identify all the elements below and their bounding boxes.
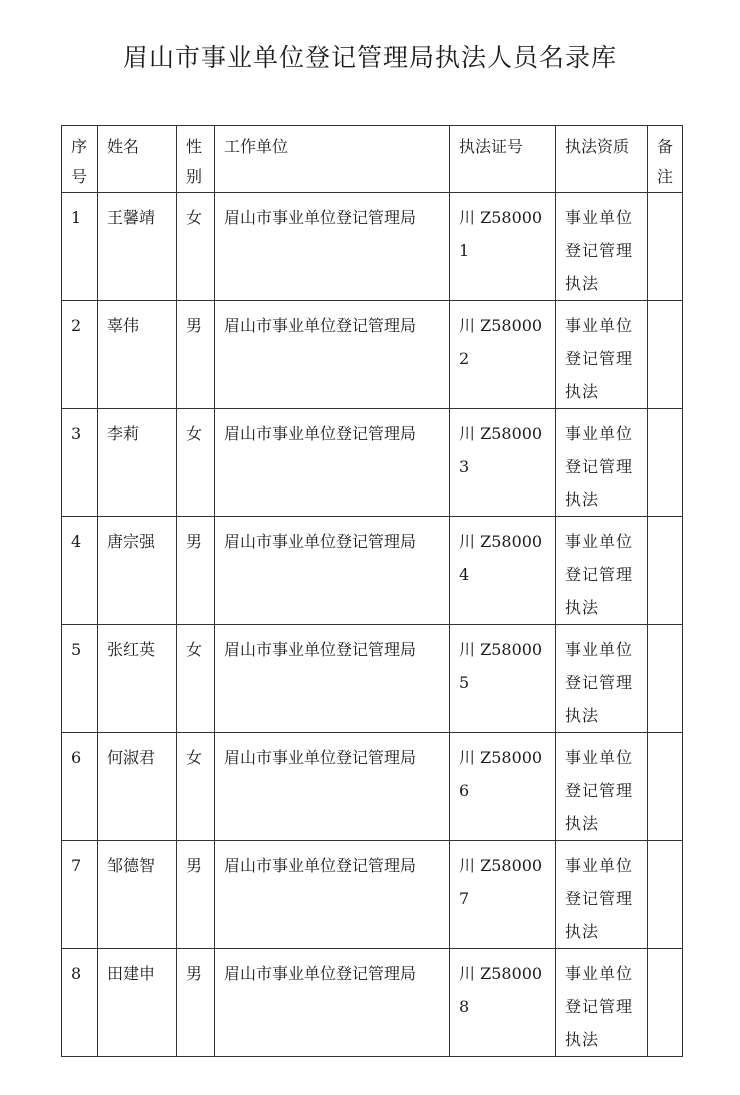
cell-unit: 眉山市事业单位登记管理局 (215, 841, 450, 949)
cell-name: 唐宗强 (98, 517, 177, 625)
cell-cert: 川 Z580001 (450, 193, 556, 301)
cell-qual: 事业单位登记管理执法 (556, 625, 648, 733)
cell-seq: 4 (62, 517, 98, 625)
header-unit: 工作单位 (215, 126, 450, 193)
cell-name: 田建申 (98, 949, 177, 1057)
cell-cert: 川 Z580008 (450, 949, 556, 1057)
cell-name: 邹德智 (98, 841, 177, 949)
header-gender: 性别 (177, 126, 215, 193)
cell-seq: 3 (62, 409, 98, 517)
cell-seq: 8 (62, 949, 98, 1057)
cell-seq: 7 (62, 841, 98, 949)
table-header-row (62, 126, 683, 193)
header-note: 备注 (648, 126, 683, 193)
cell-name: 李莉 (98, 409, 177, 517)
header-cert: 执法证号 (450, 126, 556, 193)
cell-note (648, 301, 683, 409)
cell-unit: 眉山市事业单位登记管理局 (215, 733, 450, 841)
cell-name: 辜伟 (98, 301, 177, 409)
cell-gender: 男 (177, 841, 215, 949)
table-row (62, 949, 683, 1057)
cell-note (648, 841, 683, 949)
page-title: 眉山市事业单位登记管理局执法人员名录库 (122, 43, 617, 72)
cell-gender: 女 (177, 409, 215, 517)
table-row (62, 517, 683, 625)
cell-gender: 女 (177, 733, 215, 841)
cell-cert: 川 Z580007 (450, 841, 556, 949)
cell-unit: 眉山市事业单位登记管理局 (215, 193, 450, 301)
table-row (62, 409, 683, 517)
cell-gender: 男 (177, 517, 215, 625)
cell-gender: 男 (177, 949, 215, 1057)
cell-name: 王馨靖 (98, 193, 177, 301)
cell-note (648, 409, 683, 517)
cell-qual: 事业单位登记管理执法 (556, 193, 648, 301)
table-row (62, 841, 683, 949)
table-row (62, 733, 683, 841)
cell-unit: 眉山市事业单位登记管理局 (215, 301, 450, 409)
cell-qual: 事业单位登记管理执法 (556, 409, 648, 517)
cell-note (648, 625, 683, 733)
header-seq: 序号 (62, 126, 98, 193)
cell-cert: 川 Z580004 (450, 517, 556, 625)
cell-name: 何淑君 (98, 733, 177, 841)
cell-seq: 6 (62, 733, 98, 841)
cell-cert: 川 Z580005 (450, 625, 556, 733)
cell-cert: 川 Z580003 (450, 409, 556, 517)
header-name: 姓名 (98, 126, 177, 193)
cell-cert: 川 Z580002 (450, 301, 556, 409)
cell-qual: 事业单位登记管理执法 (556, 301, 648, 409)
cell-cert: 川 Z580006 (450, 733, 556, 841)
cell-qual: 事业单位登记管理执法 (556, 841, 648, 949)
table-row (62, 625, 683, 733)
cell-unit: 眉山市事业单位登记管理局 (215, 409, 450, 517)
cell-note (648, 733, 683, 841)
staff-roster-table (61, 125, 683, 1057)
table-row (62, 301, 683, 409)
cell-unit: 眉山市事业单位登记管理局 (215, 949, 450, 1057)
cell-seq: 2 (62, 301, 98, 409)
header-qual: 执法资质 (556, 126, 648, 193)
cell-gender: 女 (177, 193, 215, 301)
cell-gender: 女 (177, 625, 215, 733)
cell-qual: 事业单位登记管理执法 (556, 517, 648, 625)
cell-note (648, 517, 683, 625)
cell-note (648, 193, 683, 301)
cell-unit: 眉山市事业单位登记管理局 (215, 625, 450, 733)
cell-seq: 1 (62, 193, 98, 301)
cell-qual: 事业单位登记管理执法 (556, 949, 648, 1057)
cell-note (648, 949, 683, 1057)
cell-qual: 事业单位登记管理执法 (556, 733, 648, 841)
cell-seq: 5 (62, 625, 98, 733)
table-row (62, 193, 683, 301)
cell-gender: 男 (177, 301, 215, 409)
cell-name: 张红英 (98, 625, 177, 733)
cell-unit: 眉山市事业单位登记管理局 (215, 517, 450, 625)
